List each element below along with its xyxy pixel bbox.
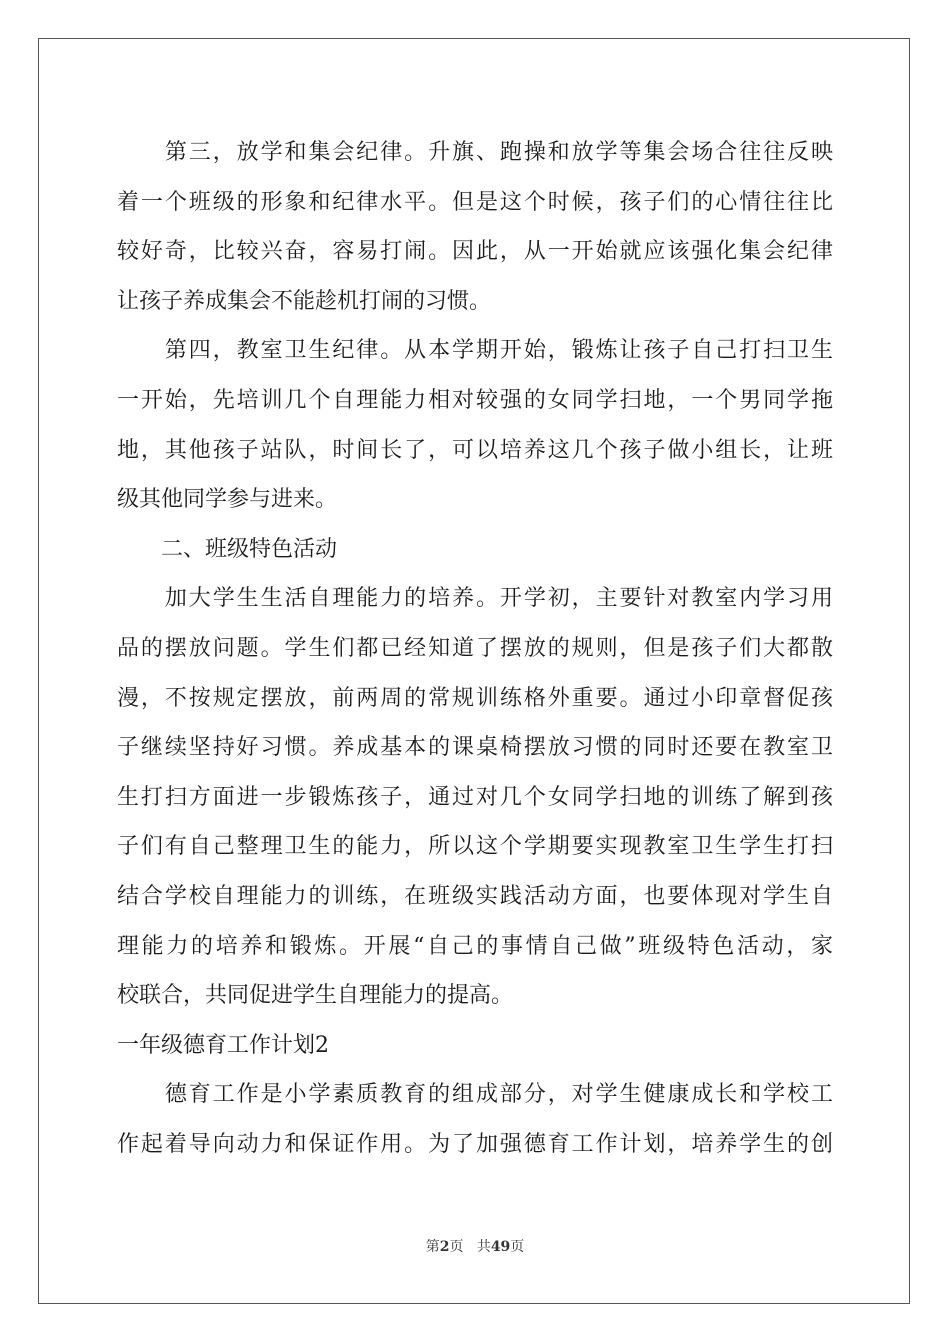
text-line: 第三，放学和集会纪律。升旗、跑操和放学等集会场合往往反映 — [117, 140, 833, 165]
text-line: 德育工作是小学素质教育的组成部分，对学生健康成长和学校工 — [117, 1082, 833, 1108]
text-line: 地，其他孩子站队，时间长了，可以培养这几个孩子做小组长，让班 — [117, 437, 833, 463]
text-line: 第四，教室卫生纪律。从本学期开始，锻炼让孩子自己打扫卫生 — [117, 338, 833, 364]
text-line: 作起着导向动力和保证作用。为了加强德育工作计划，培养学生的创 — [117, 1131, 833, 1157]
total-prefix: 共 — [476, 1239, 491, 1255]
article-title: 一年级德育工作计划2 — [117, 1032, 329, 1058]
text-line: 结合学校自理能力的训练，在班级实践活动方面，也要体现对学生自 — [117, 883, 833, 909]
text-line: 生打扫方面进一步锻炼孩子，通过对几个女同学扫地的训练了解到孩 — [117, 784, 833, 810]
text-line: 较好奇，比较兴奋，容易打闹。因此，从一开始就应该强化集会纪律 — [117, 239, 833, 265]
text-line: 着一个班级的形象和纪律水平。但是这个时候，孩子们的心情往往比 — [117, 189, 833, 215]
page-suffix: 页 — [449, 1239, 464, 1255]
text-line: 校联合，共同促进学生自理能力的提高。 — [117, 983, 514, 1009]
text-line: 级其他同学参与进来。 — [117, 487, 338, 513]
text-line: 一开始，先培训几个自理能力相对较强的女同学扫地，一个男同学拖 — [117, 387, 833, 413]
text-line: 子们有自己整理卫生的能力，所以这个学期要实现教室卫生学生打扫 — [117, 834, 833, 860]
page-prefix: 第 — [425, 1239, 440, 1255]
text-line: 子继续坚持好习惯。养成基本的课桌椅摆放习惯的同时还要在教室卫 — [117, 735, 833, 761]
text-line: 漫，不按规定摆放，前两周的常规训练格外重要。通过小印章督促孩 — [117, 685, 833, 711]
text-line: 让孩子养成集会不能趁机打闹的习惯。 — [117, 288, 492, 314]
text-line: 加大学生生活自理能力的培养。开学初，主要针对教室内学习用 — [117, 586, 833, 612]
text-line: 品的摆放问题。学生们都已经知道了摆放的规则，但是孩子们大都散 — [117, 635, 833, 661]
document-body — [117, 128, 833, 1169]
section-heading: 二、班级特色活动 — [117, 536, 338, 562]
total-pages: 49 — [490, 1239, 511, 1255]
total-suffix: 页 — [510, 1239, 525, 1255]
text-line: 理能力的培养和锻炼。开展“自己的事情自己做”班级特色活动，家 — [117, 933, 833, 959]
page-footer — [0, 1236, 950, 1256]
page-number: 2 — [439, 1239, 450, 1255]
